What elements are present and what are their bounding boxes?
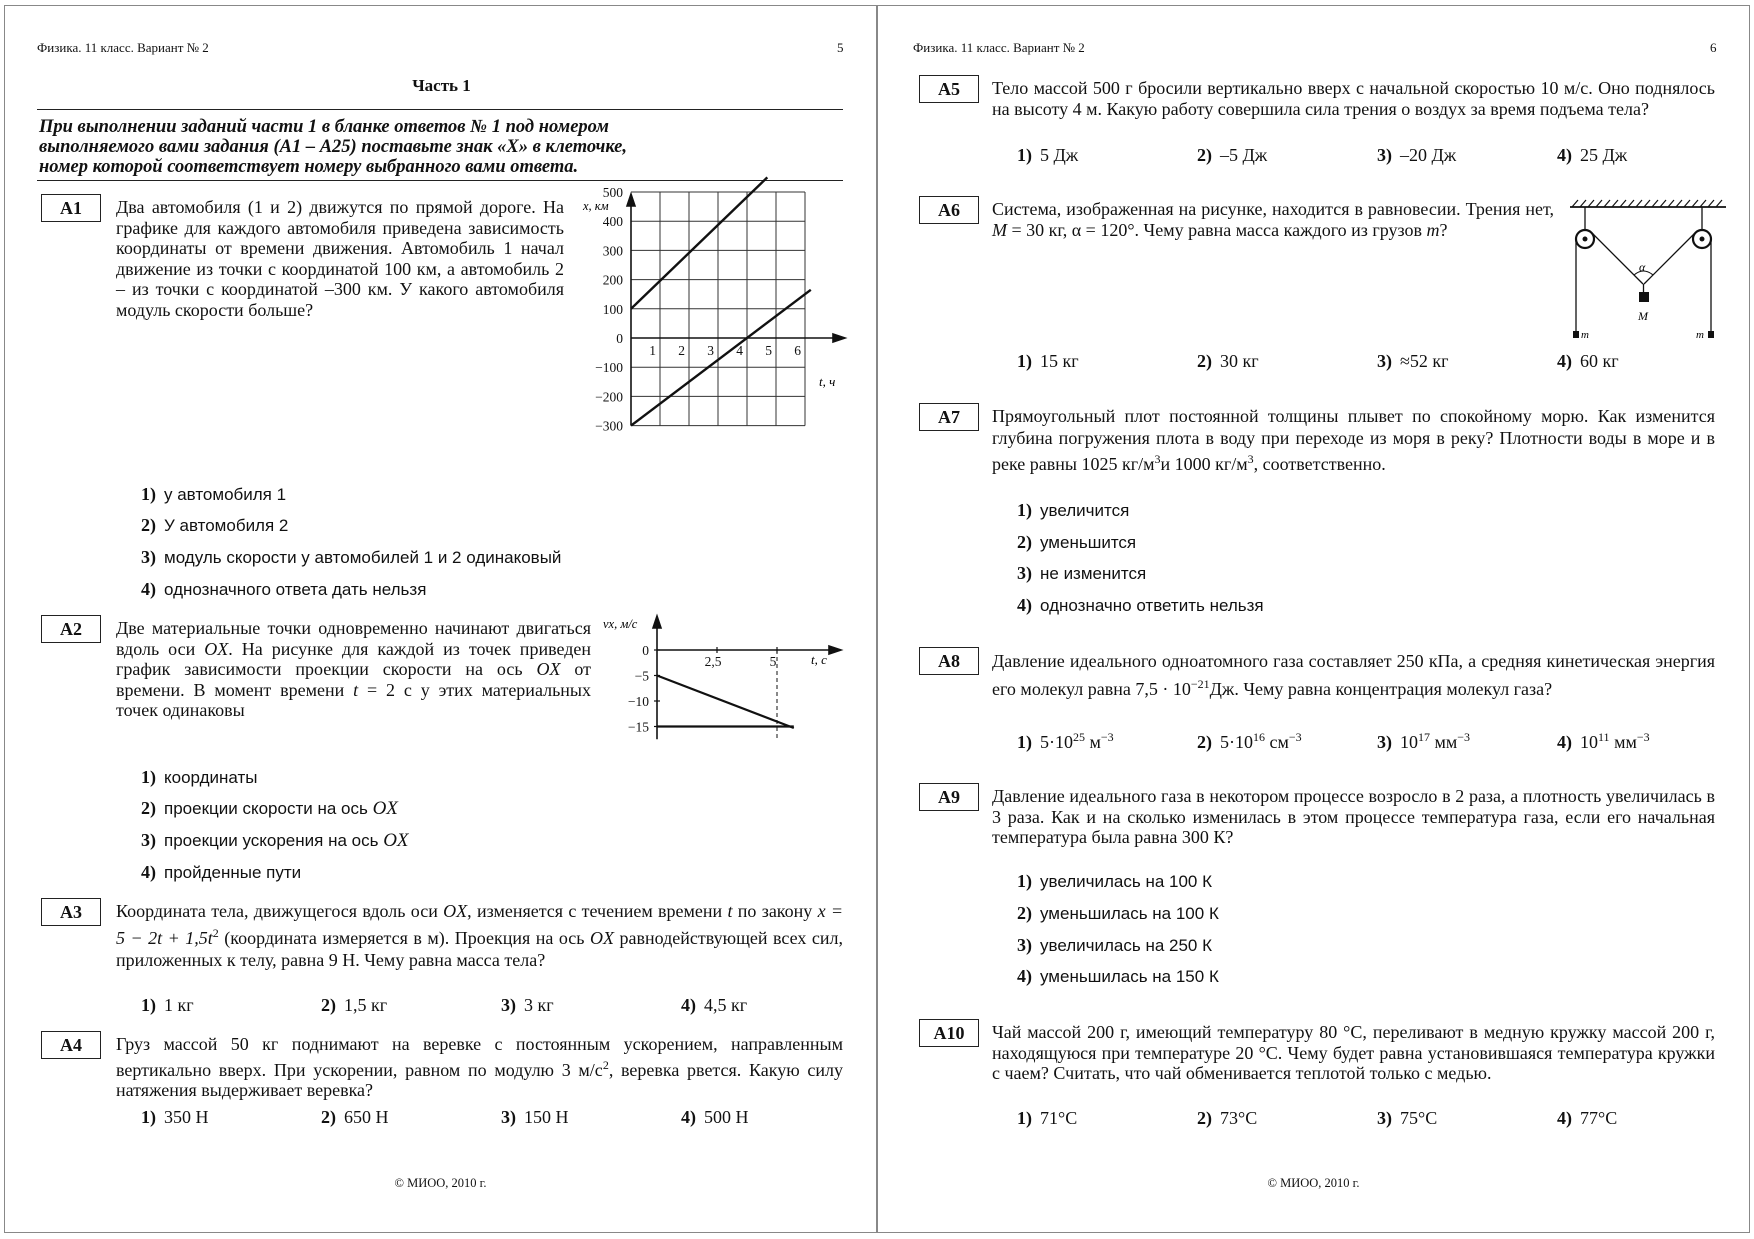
option-text: –5 Дж: [1220, 145, 1268, 165]
a2-velocity-chart: [601, 614, 855, 759]
a2-y-tick-label: 0: [642, 643, 649, 658]
a6-option-3[interactable]: [1377, 351, 1449, 372]
a2-option-4[interactable]: [141, 862, 301, 883]
option-number: 1): [141, 995, 156, 1015]
option-number: 1): [141, 1107, 156, 1127]
a9-option-3[interactable]: [1017, 935, 1212, 956]
question-text-a5: Тело массой 500 г бросили вертикально вверх с начальной скоростью 10 м/с. Оно поднялось на высоту 4 м. Какую работу совершила сила трения о воздух за время подъема тела?: [992, 78, 1715, 119]
a2-text-part: от времени. В момент времени: [116, 659, 591, 700]
a3-formula-exponent: 2: [212, 926, 219, 940]
option-text: –20 Дж: [1400, 145, 1457, 165]
a8-exponent: −21: [1190, 677, 1210, 691]
a1-y-tick-label: 500: [602, 185, 623, 200]
option-unit: мм: [1430, 732, 1458, 752]
a7-option-2[interactable]: [1017, 532, 1136, 553]
a5-option-2[interactable]: [1197, 145, 1267, 166]
option-text: не изменится: [1040, 564, 1147, 583]
a4-option-4[interactable]: [681, 1107, 749, 1128]
a1-y-tick-label: 100: [602, 301, 623, 317]
a3-text-part: (координата измеряется в м). Проекция на ось: [218, 928, 590, 948]
option-text: 30 кг: [1220, 351, 1259, 371]
a2-text-part: Две материальные точки одновременно начинают двигаться вдоль оси: [116, 618, 591, 659]
option-text: координаты: [164, 768, 258, 787]
option-text: 650 Н: [344, 1107, 389, 1127]
a6-text-part: ?: [1439, 219, 1448, 240]
option-number: 1): [1017, 145, 1032, 165]
a4-option-1[interactable]: [141, 1107, 209, 1128]
option-text: 500 Н: [704, 1107, 749, 1127]
a2-y-axis-arrow: [653, 616, 661, 628]
a8-option-1[interactable]: [1017, 730, 1114, 753]
a8-option-4[interactable]: [1557, 730, 1650, 753]
a10-option-1[interactable]: [1017, 1108, 1077, 1129]
instructions-line-3: номер которой соответствует номеру выбранного вами ответа.: [39, 157, 579, 177]
option-number: 1): [141, 484, 156, 504]
a1-x-tick-label: 4: [736, 343, 743, 358]
option-text: 25 Дж: [1580, 145, 1628, 165]
option-number: 2): [321, 995, 336, 1015]
a4-text-part: , веревка рвется. Какую силу натяжения выдерживает веревка?: [116, 1059, 844, 1100]
a2-series-line-1: [657, 676, 794, 729]
a3-text-part: , изменяется с течением времени: [467, 901, 728, 921]
a6-option-1[interactable]: [1017, 351, 1079, 372]
part-instructions: [39, 117, 627, 177]
instructions-line-1: При выполнении заданий части 1 в бланке ответов № 1 под номером: [39, 117, 609, 137]
option-number: 4): [1557, 351, 1572, 371]
question-label-a4: А4: [41, 1031, 101, 1059]
a3-option-1[interactable]: [141, 995, 194, 1016]
a1-x-tick-label: 1: [649, 343, 656, 358]
a3-axis-var: OX: [590, 928, 614, 948]
option-number: 2): [1197, 1108, 1212, 1128]
right-page-number: 6: [1710, 40, 1717, 55]
right-page: [877, 5, 1750, 1233]
option-base: 10: [1400, 732, 1418, 752]
question-label-a8: А8: [919, 647, 979, 675]
a2-x-tick-label: 2,5: [704, 654, 722, 669]
a2-text-part: . На рисунке для каждой из точек приведен график зависимости проекции скорости на ось: [116, 638, 591, 679]
m-left-label: m: [1581, 329, 1589, 341]
a1-x-tick-label: 5: [765, 343, 772, 358]
a2-option-2[interactable]: [141, 798, 398, 820]
option-number: 3): [501, 1107, 516, 1127]
question-label-a6: А6: [919, 196, 979, 224]
a10-option-4[interactable]: [1557, 1108, 1617, 1129]
option-text: 5 Дж: [1040, 145, 1079, 165]
option-exponent: 11: [1598, 730, 1610, 744]
option-number: 1): [1017, 351, 1032, 371]
a9-option-2[interactable]: [1017, 903, 1219, 924]
a3-option-2[interactable]: [321, 995, 387, 1016]
option-text: пройденные пути: [164, 863, 302, 882]
option-base: 5·10: [1040, 732, 1073, 752]
a2-option-1[interactable]: [141, 767, 258, 788]
option-text: У автомобиля 2: [164, 516, 289, 535]
option-number: 1): [1017, 871, 1032, 891]
a4-exponent: 2: [602, 1057, 609, 1072]
option-number: 3): [1377, 1108, 1392, 1128]
a3-time-var: t: [727, 901, 733, 921]
a1-option-1[interactable]: [141, 484, 286, 505]
a2-option-3[interactable]: [141, 830, 409, 852]
option-number: 3): [1377, 732, 1392, 752]
option-number: 3): [141, 830, 156, 850]
right-page-header: Физика. 11 класс. Вариант № 2: [913, 40, 1085, 55]
option-unit-exponent: −3: [1100, 730, 1114, 744]
question-text-a8: [992, 650, 1715, 701]
option-text: однозначно ответить нельзя: [1040, 596, 1264, 615]
mass-M-block: [1639, 292, 1649, 302]
a1-option-3[interactable]: [141, 547, 561, 568]
option-text: 77°С: [1580, 1108, 1618, 1128]
a7-option-4[interactable]: [1017, 595, 1264, 616]
option-number: 1): [1017, 1108, 1032, 1128]
option-text: однозначного ответа дать нельзя: [164, 580, 427, 599]
option-number: 4): [681, 1107, 696, 1127]
a5-option-1[interactable]: [1017, 145, 1078, 166]
option-text: модуль скорости у автомобилей 1 и 2 одинаковый: [164, 548, 562, 567]
question-text-a1: Два автомобиля (1 и 2) движутся по прямой дороге. На графике для каждого автомобиля приведена зависимость координаты от времени движения. Автомобиль 1 начал движение из точки с координатой 100 км, а автомобиль 2 – из точки с координатой –300 км. У какого автомобиля модуль скорости больше?: [116, 197, 564, 320]
a1-y-tick-label: 400: [602, 214, 623, 230]
right-page-footer: © МИОО, 2010 г.: [1267, 1176, 1360, 1190]
ceiling-hatching: [1572, 200, 1722, 207]
option-number: 4): [1017, 966, 1032, 986]
a1-x-axis-label: t, ч: [819, 374, 836, 389]
option-text: 75°С: [1400, 1108, 1438, 1128]
a2-text-part: = 2 с у этих материальных точек одинаковы: [116, 679, 592, 720]
a3-option-3[interactable]: [501, 995, 554, 1016]
a9-option-4[interactable]: [1017, 966, 1219, 987]
option-number: 2): [1197, 145, 1212, 165]
a3-axis-var: OX: [443, 901, 468, 921]
a1-y-tick-label: −300: [595, 418, 623, 434]
option-text: увеличилась на 100 К: [1040, 872, 1213, 891]
question-label-a7: А7: [919, 403, 979, 431]
a7-text-part: Прямоугольный плот постоянной толщины плывет по спокойному морю. Как изменится глубина погружения плота в воду при переходе из моря в реку? Плотности воды в море и в реке равны 1025 кг/м: [992, 406, 1715, 474]
option-axis-var: OX: [383, 830, 409, 851]
a3-text-part: равнодействующей всех сил, приложенных к телу, равна 9 Н. Чему равна масса тела?: [116, 928, 843, 970]
option-number: 3): [1017, 563, 1032, 583]
a1-x-tick-label: 2: [678, 343, 685, 358]
option-number: 4): [1557, 732, 1572, 752]
question-text-a2: [116, 618, 591, 721]
option-number: 1): [141, 767, 156, 787]
a2-y-tick-label: −15: [627, 719, 649, 735]
option-number: 2): [141, 515, 156, 535]
a1-x-axis-arrow: [833, 334, 845, 342]
mass-m-right-block: [1708, 331, 1714, 338]
question-text-a7: [992, 406, 1715, 476]
option-text: 4,5 кг: [704, 995, 748, 1015]
option-base: 10: [1580, 732, 1598, 752]
a6-mass-var: M: [992, 219, 1007, 240]
option-number: 1): [1017, 500, 1032, 520]
option-text: 73°С: [1220, 1108, 1258, 1128]
option-number: 2): [1197, 732, 1212, 752]
question-label-a9: А9: [919, 783, 979, 811]
option-number: 3): [1377, 145, 1392, 165]
option-number: 4): [141, 579, 156, 599]
a5-option-3[interactable]: [1377, 145, 1456, 166]
a3-option-4[interactable]: [681, 995, 747, 1016]
option-text: проекции ускорения на ось: [164, 831, 384, 850]
option-text: увеличилась на 250 К: [1040, 936, 1213, 955]
question-label-a1: А1: [41, 194, 101, 222]
a6-text-part: Система, изображенная на рисунке, находится в равновесии. Трения нет,: [992, 199, 1554, 219]
question-text-a4: [116, 1034, 843, 1101]
option-text: уменьшилась на 150 К: [1040, 967, 1219, 986]
option-unit-exponent: −3: [1457, 730, 1471, 744]
option-number: 2): [1197, 351, 1212, 371]
a8-text-part: Давление идеального одноатомного газа составляет 250 кПа, а средняя кинетическая энергия его молекул равна 7,5 · 10: [992, 651, 1715, 699]
a1-x-tick-label: 3: [707, 343, 714, 358]
a1-y-axis-arrow: [627, 194, 635, 206]
a6-option-2[interactable]: [1197, 351, 1259, 372]
option-text: 3 кг: [524, 995, 554, 1015]
question-text-a9: Давление идеального газа в некотором процессе возросло в 2 раза, а плотность увеличилась в 3 раза. Как и на сколько изменилась в этом процессе температура газа, если его начальная температура была равна 300 К?: [992, 786, 1715, 847]
option-axis-var: OX: [372, 798, 398, 819]
a3-formula: x = 5 − 2t + 1,5t: [116, 901, 843, 948]
a1-grid: [631, 192, 805, 426]
a2-time-var: t: [353, 679, 359, 700]
a1-y-tick-label: 0: [616, 331, 623, 346]
a1-y-tick-label: 300: [602, 243, 623, 259]
option-unit: м: [1085, 732, 1101, 752]
a1-y-tick-label: −200: [595, 389, 623, 405]
option-number: 2): [1017, 532, 1032, 552]
a9-option-1[interactable]: [1017, 871, 1212, 892]
instructions-top-rule: [37, 109, 843, 110]
alpha-label: α: [1639, 260, 1646, 274]
question-label-a2: А2: [41, 615, 101, 643]
option-text: 350 Н: [164, 1107, 209, 1127]
question-label-a3: А3: [41, 898, 101, 926]
option-text: 1 кг: [164, 995, 194, 1015]
a1-y-axis-label: x, км: [583, 199, 609, 213]
a2-y-axis-label: vx, м/с: [603, 617, 638, 631]
left-page: [4, 5, 877, 1233]
a2-x-axis-arrow: [829, 646, 841, 654]
a7-exponent: 3: [1154, 452, 1161, 466]
option-number: 3): [141, 547, 156, 567]
option-number: 3): [1017, 935, 1032, 955]
option-text: 1,5 кг: [344, 995, 388, 1015]
a3-text-part: Координата тела, движущегося вдоль оси: [116, 901, 444, 921]
a6-option-4[interactable]: [1557, 351, 1619, 372]
option-text: уменьшилась на 100 К: [1040, 904, 1219, 923]
instructions-bottom-rule: [37, 180, 843, 181]
option-unit: мм: [1609, 732, 1637, 752]
a8-option-2[interactable]: [1197, 730, 1302, 753]
a8-option-3[interactable]: [1377, 730, 1470, 753]
left-page-footer: © МИОО, 2010 г.: [394, 1176, 487, 1190]
a1-x-tick-label: 6: [794, 343, 801, 358]
a2-axis-var: OX: [536, 659, 561, 679]
a2-y-tick-label: −10: [627, 694, 649, 709]
option-text: у автомобиля 1: [164, 485, 287, 504]
a7-text-part: и 1000 кг/м: [1160, 454, 1248, 474]
a6-text-part: = 30 кг, α = 120°. Чему равна масса каждого из грузов: [1007, 219, 1427, 240]
a2-x-tick-label: 5: [769, 654, 777, 669]
option-number: 3): [501, 995, 516, 1015]
a1-option-2[interactable]: [141, 515, 288, 536]
a5-option-4[interactable]: [1557, 145, 1627, 166]
a3-text-part: по закону: [732, 901, 818, 921]
a4-option-3[interactable]: [501, 1107, 569, 1128]
question-text-a3: [116, 900, 843, 971]
option-unit-exponent: −3: [1288, 730, 1302, 744]
option-number: 4): [1017, 595, 1032, 615]
option-exponent: 25: [1073, 730, 1085, 744]
option-exponent: 17: [1418, 730, 1430, 744]
option-number: 3): [1377, 351, 1392, 371]
M-label: M: [1638, 309, 1648, 323]
option-text: проекции скорости на ось: [164, 799, 373, 818]
a6-load-var: m: [1426, 219, 1440, 240]
instructions-line-2: выполняемого вами задания (А1 – А25) поставьте знак «X» в клеточке,: [39, 137, 627, 157]
a1-coordinate-chart: [565, 185, 855, 474]
a7-option-1[interactable]: [1017, 500, 1129, 521]
option-base: 5·10: [1220, 732, 1253, 752]
option-unit-exponent: −3: [1636, 730, 1650, 744]
option-text: 60 кг: [1580, 351, 1619, 371]
a1-option-4[interactable]: [141, 579, 426, 600]
a6-pulley-diagram: [1568, 197, 1728, 347]
a7-option-3[interactable]: [1017, 563, 1146, 584]
a7-exponent: 3: [1247, 452, 1254, 466]
option-number: 4): [141, 862, 156, 882]
a8-text-part: Дж. Чему равна концентрация молекул газа?: [1209, 679, 1553, 699]
question-label-a5: А5: [919, 75, 979, 103]
question-label-a10: А10: [919, 1019, 979, 1047]
a1-series-line-2: [631, 290, 811, 426]
a4-option-2[interactable]: [321, 1107, 389, 1128]
a4-text-part: Груз массой 50 кг поднимают на веревке с постоянным ускорением, направленным вертикально вверх. При ускорении, равном по модулю 3 м/с: [116, 1034, 843, 1080]
mass-m-left-block: [1573, 331, 1579, 338]
option-number: 2): [141, 798, 156, 818]
option-number: 4): [1557, 1108, 1572, 1128]
a10-option-2[interactable]: [1197, 1108, 1257, 1129]
question-text-a6: [992, 199, 1554, 240]
m-right-label: m: [1696, 329, 1704, 341]
option-unit: см: [1265, 732, 1289, 752]
option-exponent: 16: [1253, 730, 1265, 744]
a2-y-tick-label: −5: [634, 668, 649, 684]
option-text: 15 кг: [1040, 351, 1079, 371]
option-number: 2): [1017, 903, 1032, 923]
a7-text-part: , соответственно.: [1253, 454, 1386, 474]
a2-axis-var: OX: [204, 638, 229, 659]
option-number: 2): [321, 1107, 336, 1127]
option-text: увеличится: [1040, 501, 1130, 520]
option-number: 4): [681, 995, 696, 1015]
option-text: уменьшится: [1040, 533, 1137, 552]
option-text: 71°С: [1040, 1108, 1078, 1128]
a1-y-tick-label: −100: [595, 360, 623, 376]
option-number: 4): [1557, 145, 1572, 165]
option-text: 150 Н: [524, 1107, 569, 1127]
part-title: Часть 1: [412, 76, 471, 95]
option-text: ≈52 кг: [1400, 351, 1449, 371]
a2-x-axis-label: t, с: [811, 652, 827, 667]
left-page-header: Физика. 11 класс. Вариант № 2: [37, 40, 209, 55]
left-page-number: 5: [837, 40, 844, 55]
question-text-a10: Чай массой 200 г, имеющий температуру 80 °С, переливают в медную кружку массой 200 г, находящуюся при температуре 20 °С. Чему будет равна установившаяся температура кружки с чаем? Считать, что чай обменивается теплотой только с медью.: [992, 1022, 1715, 1083]
a10-option-3[interactable]: [1377, 1108, 1437, 1129]
option-number: 1): [1017, 732, 1032, 752]
a1-y-tick-label: 200: [602, 272, 623, 288]
